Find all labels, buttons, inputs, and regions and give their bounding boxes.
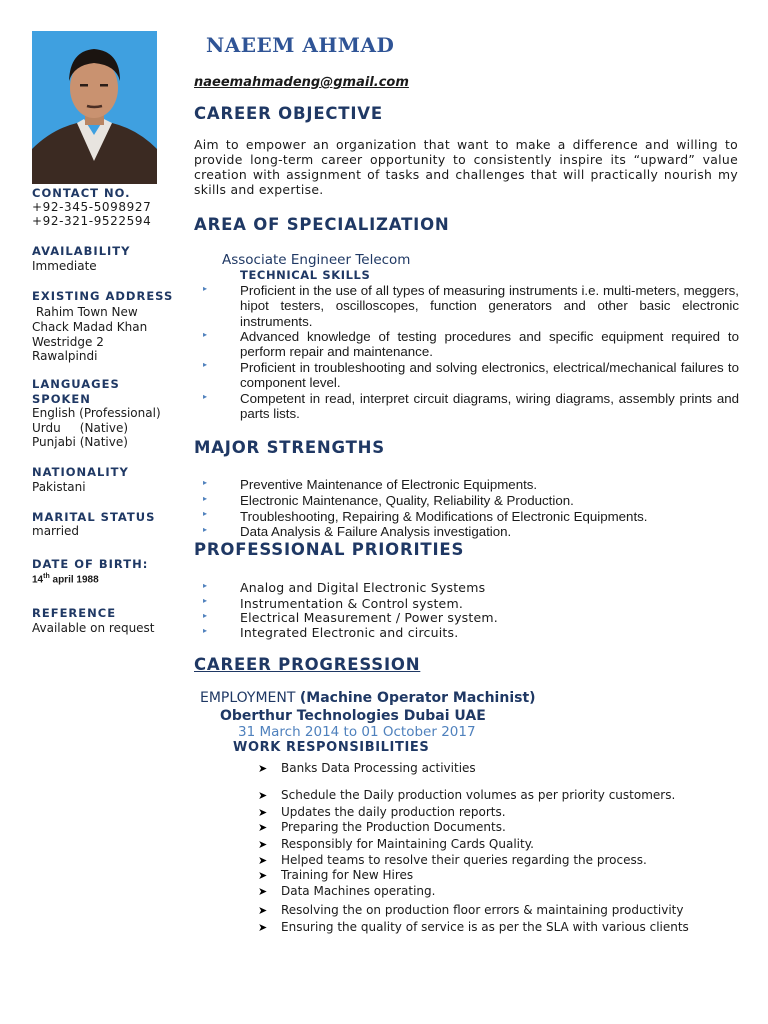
address-line: Rawalpindi [32,349,98,363]
marital-value: married [32,524,80,538]
address-line: Chack Madad Khan [32,320,148,334]
languages-heading-2: SPOKEN [32,392,91,406]
bullet-icon: ▸ [203,494,208,503]
language-item: Punjabi (Native) [32,435,128,449]
responsibility-item: Preparing the Production Documents. [281,820,506,834]
phone-2: +92-321-9522594 [32,214,152,228]
language-item: English (Professional) [32,406,161,420]
arrow-bullet-icon: ➤ [258,806,268,819]
responsibility-item: Helped teams to resolve their queries regarding the process. [281,853,647,867]
arrow-bullet-icon: ➤ [258,854,268,867]
specialization-heading: AREA OF SPECIALIZATION [194,215,450,234]
strength-item: Electronic Maintenance, Quality, Reliability & Production. [240,493,574,508]
phone-1: +92-345-5098927 [32,200,152,214]
person-portrait-icon [32,31,157,184]
objective-text: Aim to empower an organization that want to make a difference and willing to provide long-term career opportunity to consistently inspire its “upward” value creation with assignment of tasks and challenges that will practically nourish my skills and expertise. [194,137,738,197]
arrow-bullet-icon: ➤ [258,789,268,802]
strength-item: Data Analysis & Failure Analysis investigation. [240,524,512,539]
email-link[interactable]: naeemahmadeng@gmail.com [194,75,409,90]
priorities-heading: PROFESSIONAL PRIORITIES [194,540,465,559]
bullet-icon: ▸ [203,611,208,620]
reference-heading: REFERENCE [32,606,117,620]
responsibility-item: Responsibly for Maintaining Cards Quality. [281,837,534,851]
employment-dates: 31 March 2014 to 01 October 2017 [238,724,476,740]
strength-item: Troubleshooting, Repairing & Modifications of Electronic Equipments. [240,509,648,524]
nationality-value: Pakistani [32,480,86,494]
bullet-icon: ▸ [203,330,208,339]
priority-item: Instrumentation & Control system. [240,596,463,611]
arrow-bullet-icon: ➤ [258,921,268,934]
page-title: NAEEM AHMAD [206,33,395,57]
address-line: Rahim Town New [32,305,138,319]
skill-item: Advanced knowledge of testing procedures and specific equipment required to perform repair and maintenance. [240,329,739,360]
nationality-heading: NATIONALITY [32,465,129,479]
reference-value: Available on request [32,621,155,635]
company-name: Oberthur Technologies Dubai UAE [220,708,486,724]
responsibility-item: Schedule the Daily production volumes as per priority customers. [281,788,676,802]
bullet-icon: ▸ [203,525,208,534]
arrow-bullet-icon: ➤ [258,762,268,775]
bullet-icon: ▸ [203,581,208,590]
availability-value: Immediate [32,259,97,273]
availability-heading: AVAILABILITY [32,244,131,258]
arrow-bullet-icon: ➤ [258,869,268,882]
responsibility-item: Resolving the on production floor errors & maintaining productivity [281,903,684,917]
bullet-icon: ▸ [203,284,208,293]
bullet-icon: ▸ [203,626,208,635]
bullet-icon: ▸ [203,392,208,401]
responsibility-item: Training for New Hires [281,868,414,882]
arrow-bullet-icon: ➤ [258,821,268,834]
profile-photo [32,31,157,184]
skill-item: Competent in read, interpret circuit diagrams, wiring diagrams, assembly prints and parts lists. [240,391,739,422]
strength-item: Preventive Maintenance of Electronic Equipments. [240,477,538,492]
bullet-icon: ▸ [203,360,208,369]
role-title: Associate Engineer Telecom [222,252,411,268]
responsibility-item: Ensuring the quality of service is as per the SLA with various clients [281,920,689,934]
arrow-bullet-icon: ➤ [258,904,268,917]
dob-heading: DATE OF BIRTH: [32,557,149,571]
bullet-icon: ▸ [203,509,208,518]
employment-title: EMPLOYMENT (Machine Operator Machinist) [200,690,536,706]
contact-heading: CONTACT NO. [32,186,131,200]
arrow-bullet-icon: ➤ [258,885,268,898]
responsibility-item: Updates the daily production reports. [281,805,506,819]
responsibility-item: Banks Data Processing activities [281,761,476,775]
skill-item: Proficient in the use of all types of measuring instruments i.e. multi-meters, meggers, hipot testers, oscilloscopes, function generators and other basic electronic instruments. [240,283,739,329]
bullet-icon: ▸ [203,596,208,605]
languages-heading: LANGUAGES [32,377,120,391]
bullet-icon: ▸ [203,478,208,487]
skill-item: Proficient in troubleshooting and solving electronics, electrical/mechanical failures to component level. [240,360,739,391]
arrow-bullet-icon: ➤ [258,838,268,851]
work-responsibilities-heading: WORK RESPONSIBILITIES [233,740,430,755]
address-heading: EXISTING ADDRESS [32,289,174,303]
marital-heading: MARITAL STATUS [32,510,156,524]
objective-heading: CAREER OBJECTIVE [194,104,383,123]
priority-item: Integrated Electronic and circuits. [240,625,459,640]
priority-item: Electrical Measurement / Power system. [240,610,498,625]
address-line: Westridge 2 [32,335,104,349]
language-item: Urdu (Native) [32,421,129,435]
technical-skills-heading: TECHNICAL SKILLS [240,268,371,282]
progression-heading: CAREER PROGRESSION [194,655,421,674]
responsibility-item: Data Machines operating. [281,884,436,898]
dob-value: 14th april 1988 [32,573,99,586]
priority-item: Analog and Digital Electronic Systems [240,580,486,595]
strengths-heading: MAJOR STRENGTHS [194,438,385,457]
